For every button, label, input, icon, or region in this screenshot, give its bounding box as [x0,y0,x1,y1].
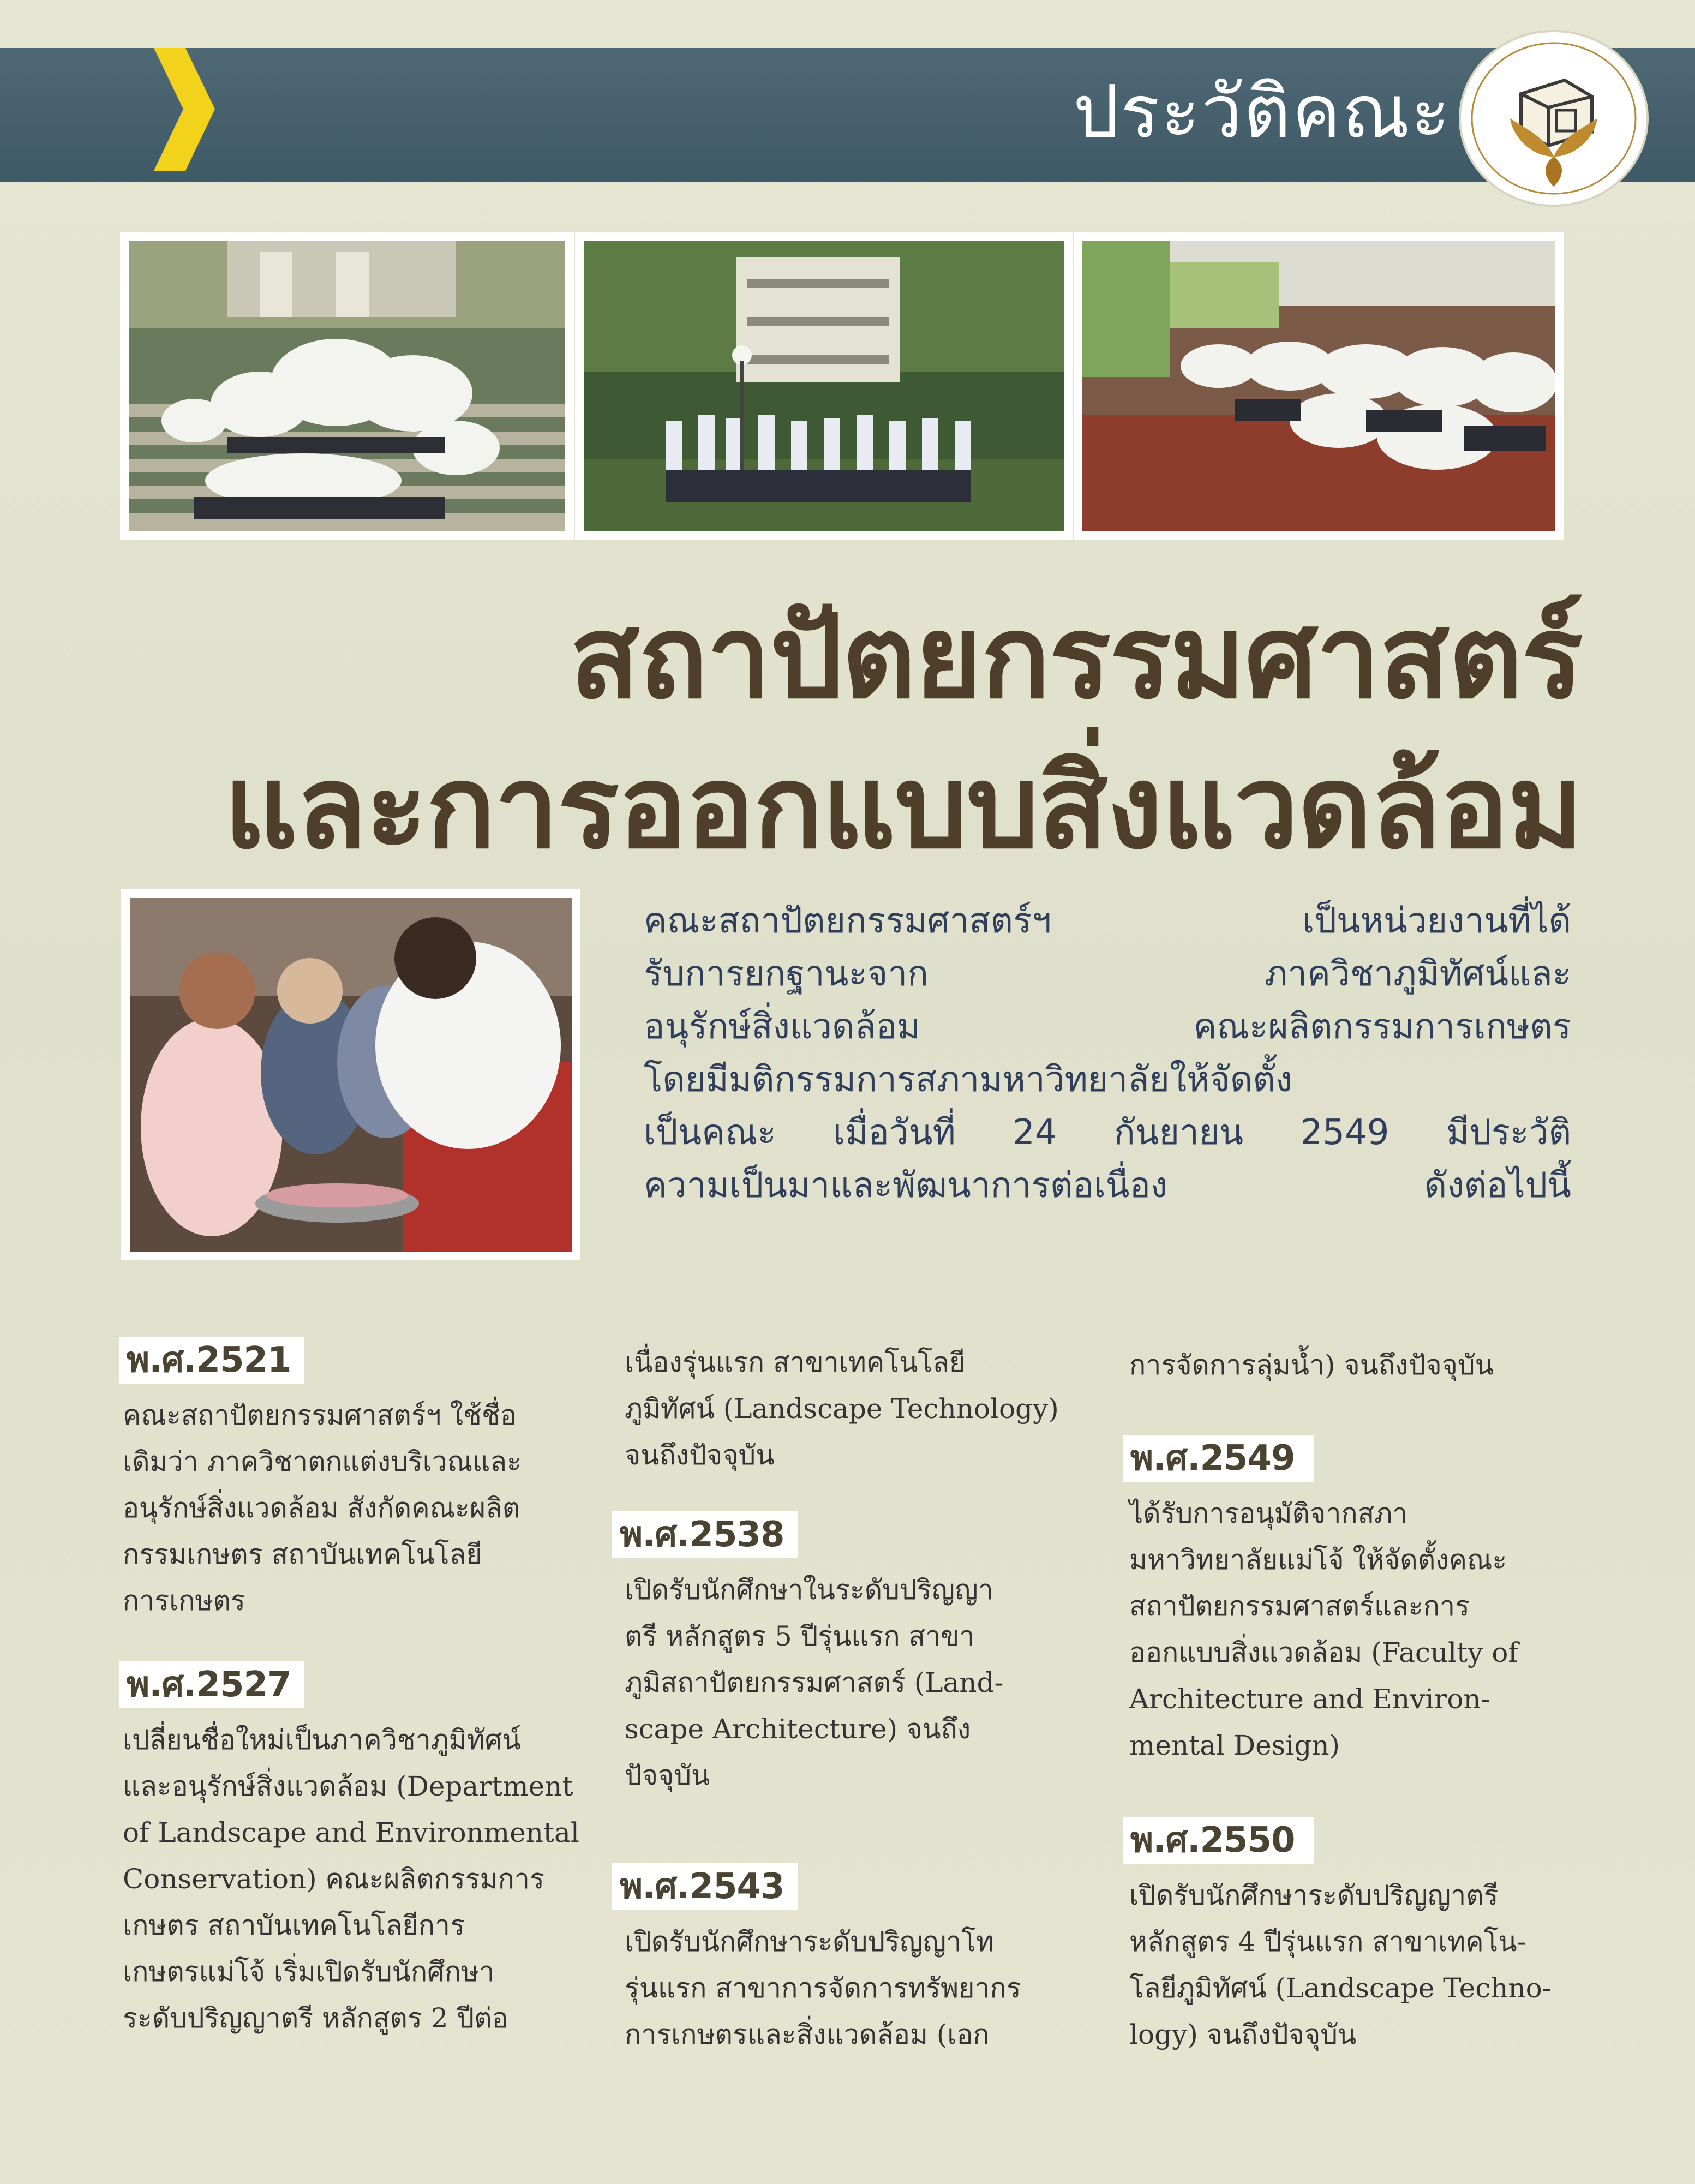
ceremony-photo [121,889,580,1260]
text-line: เปลี่ยนชื่อใหม่เป็นภาควิชาภูมิทัศน์ [123,1724,521,1756]
text-line: Architecture and Environ- [1129,1683,1490,1715]
chevron-right-icon [154,48,215,171]
year-badge: พ.ศ.2550 [1123,1817,1314,1864]
text-line: รุ่นแรก สาขาการจัดการทรัพยากร [625,1972,1021,2004]
text-line: โลยีภูมิทัศน์ (Landscape Techno- [1129,1972,1552,2004]
text-line: การจัดการลุ่มน้ำ) จนถึงปัจจุบัน [1129,1349,1494,1381]
timeline-entry-text [123,1717,579,2042]
faculty-seal-icon [1456,28,1652,208]
text-line: เปิดรับนักศึกษาในระดับปริญญา [625,1574,993,1606]
text-line: เปิดรับนักศึกษาระดับปริญญาตรี [1129,1880,1499,1911]
timeline-entry-text [123,1392,570,1624]
intro-line: เป็นคณะ เมื่อวันที่ 24 กันยายน 2549 มีประวัติ [644,1112,1571,1153]
timeline-entry-text [1129,1342,1577,1389]
year-badge: พ.ศ.2521 [119,1337,304,1384]
faculty-name-line-2: และการออกแบบสิ่งแวดล้อม [224,740,1582,874]
lecture-hall-photo [1074,232,1564,540]
students-on-stairs-photo [120,232,574,540]
year-badge: พ.ศ.2543 [612,1863,798,1910]
faculty-name-line-1: สถาปัตยกรรมศาสตร์ [570,590,1582,724]
text-line: เกษตร สถาบันเทคโนโลยีการ [123,1910,465,1941]
timeline-entry-text [1129,1491,1577,1769]
text-line: of Landscape and Environmental [123,1817,579,1848]
timeline-entry-text [625,1567,1072,1799]
timeline-entry-text [1129,1872,1577,2058]
intro-line: โดยมีมติกรรมการสภามหาวิทยาลัยให้จัดตั้ง [644,1060,1293,1100]
year-badge: พ.ศ.2549 [1123,1435,1314,1482]
text-line: ภูมิสถาปัตยกรรมศาสตร์ (Land- [625,1667,1004,1698]
text-line: และอนุรักษ์สิ่งแวดล้อม (Department [123,1770,573,1802]
intro-line: คณะสถาปัตยกรรมศาสตร์ฯ เป็นหน่วยงานที่ได้ [644,901,1571,941]
text-line: การเกษตรและสิ่งแวดล้อม (เอก [625,2019,990,2050]
text-line: ออกแบบสิ่งแวดล้อม (Faculty of [1129,1637,1518,1668]
text-line: คณะสถาปัตยกรรมศาสตร์ฯ ใช้ชื่อ [123,1399,517,1431]
text-line: ภูมิทัศน์ (Landscape Technology) [625,1393,1059,1425]
intro-line: ความเป็นมาและพัฒนาการต่อเนื่อง ดังต่อไปนี้ [644,1165,1571,1206]
text-line: หลักสูตร 4 ปีรุ่นแรก สาขาเทคโน- [1129,1926,1526,1958]
text-line: เกษตรแม่โจ้ เริ่มเปิดรับนักศึกษา [123,1956,495,1988]
year-badge: พ.ศ.2527 [119,1661,304,1708]
text-line: scape Architecture) จนถึง [625,1713,971,1745]
text-line: mental Design) [1129,1730,1340,1761]
text-line: กรรมเกษตร สถาบันเทคโนโลยี [123,1539,482,1570]
text-line: ตรี หลักสูตร 5 ปีรุ่นแรก สาขา [625,1620,975,1652]
text-line: ระดับปริญญาตรี หลักสูตร 2 ปีต่อ [123,2002,508,2034]
text-line: logy) จนถึงปัจจุบัน [1129,2019,1357,2050]
text-line: เนื่องรุ่นแรก สาขาเทคโนโลยี [625,1347,966,1378]
text-line: Conservation) คณะผลิตกรรมการ [123,1863,544,1895]
year-badge: พ.ศ.2538 [612,1511,798,1558]
text-line: การเกษตร [123,1585,245,1617]
text-line: เปิดรับนักศึกษาระดับปริญญาโท [625,1926,995,1958]
intro-line: อนุรักษ์สิ่งแวดล้อม คณะผลิตกรรมการเกษตร [644,1007,1571,1047]
timeline-entry-text [625,1339,1072,1479]
section-title: ประวัติคณะ [1073,69,1451,154]
intro-paragraph [644,895,1571,1277]
text-line: เดิมว่า ภาควิชาตกแต่งบริเวณและ [123,1446,522,1477]
text-line: จนถึงปัจจุบัน [625,1439,775,1471]
timeline-entry-text [625,1919,1072,2058]
text-line: สถาปัตยกรรมศาสตร์และการ [1129,1590,1470,1622]
text-line: อนุรักษ์สิ่งแวดล้อม สังกัดคณะผลิต [123,1492,520,1524]
text-line: มหาวิทยาลัยแม่โจ้ ให้จัดตั้งคณะ [1129,1544,1507,1576]
group-outdoor-photo [575,232,1073,540]
intro-line: รับการยกฐานะจาก ภาควิชาภูมิทัศน์และ [644,954,1571,994]
text-line: ปัจจุบัน [625,1760,710,1791]
text-line: ได้รับการอนุมัติจากสภา [1129,1498,1408,1529]
